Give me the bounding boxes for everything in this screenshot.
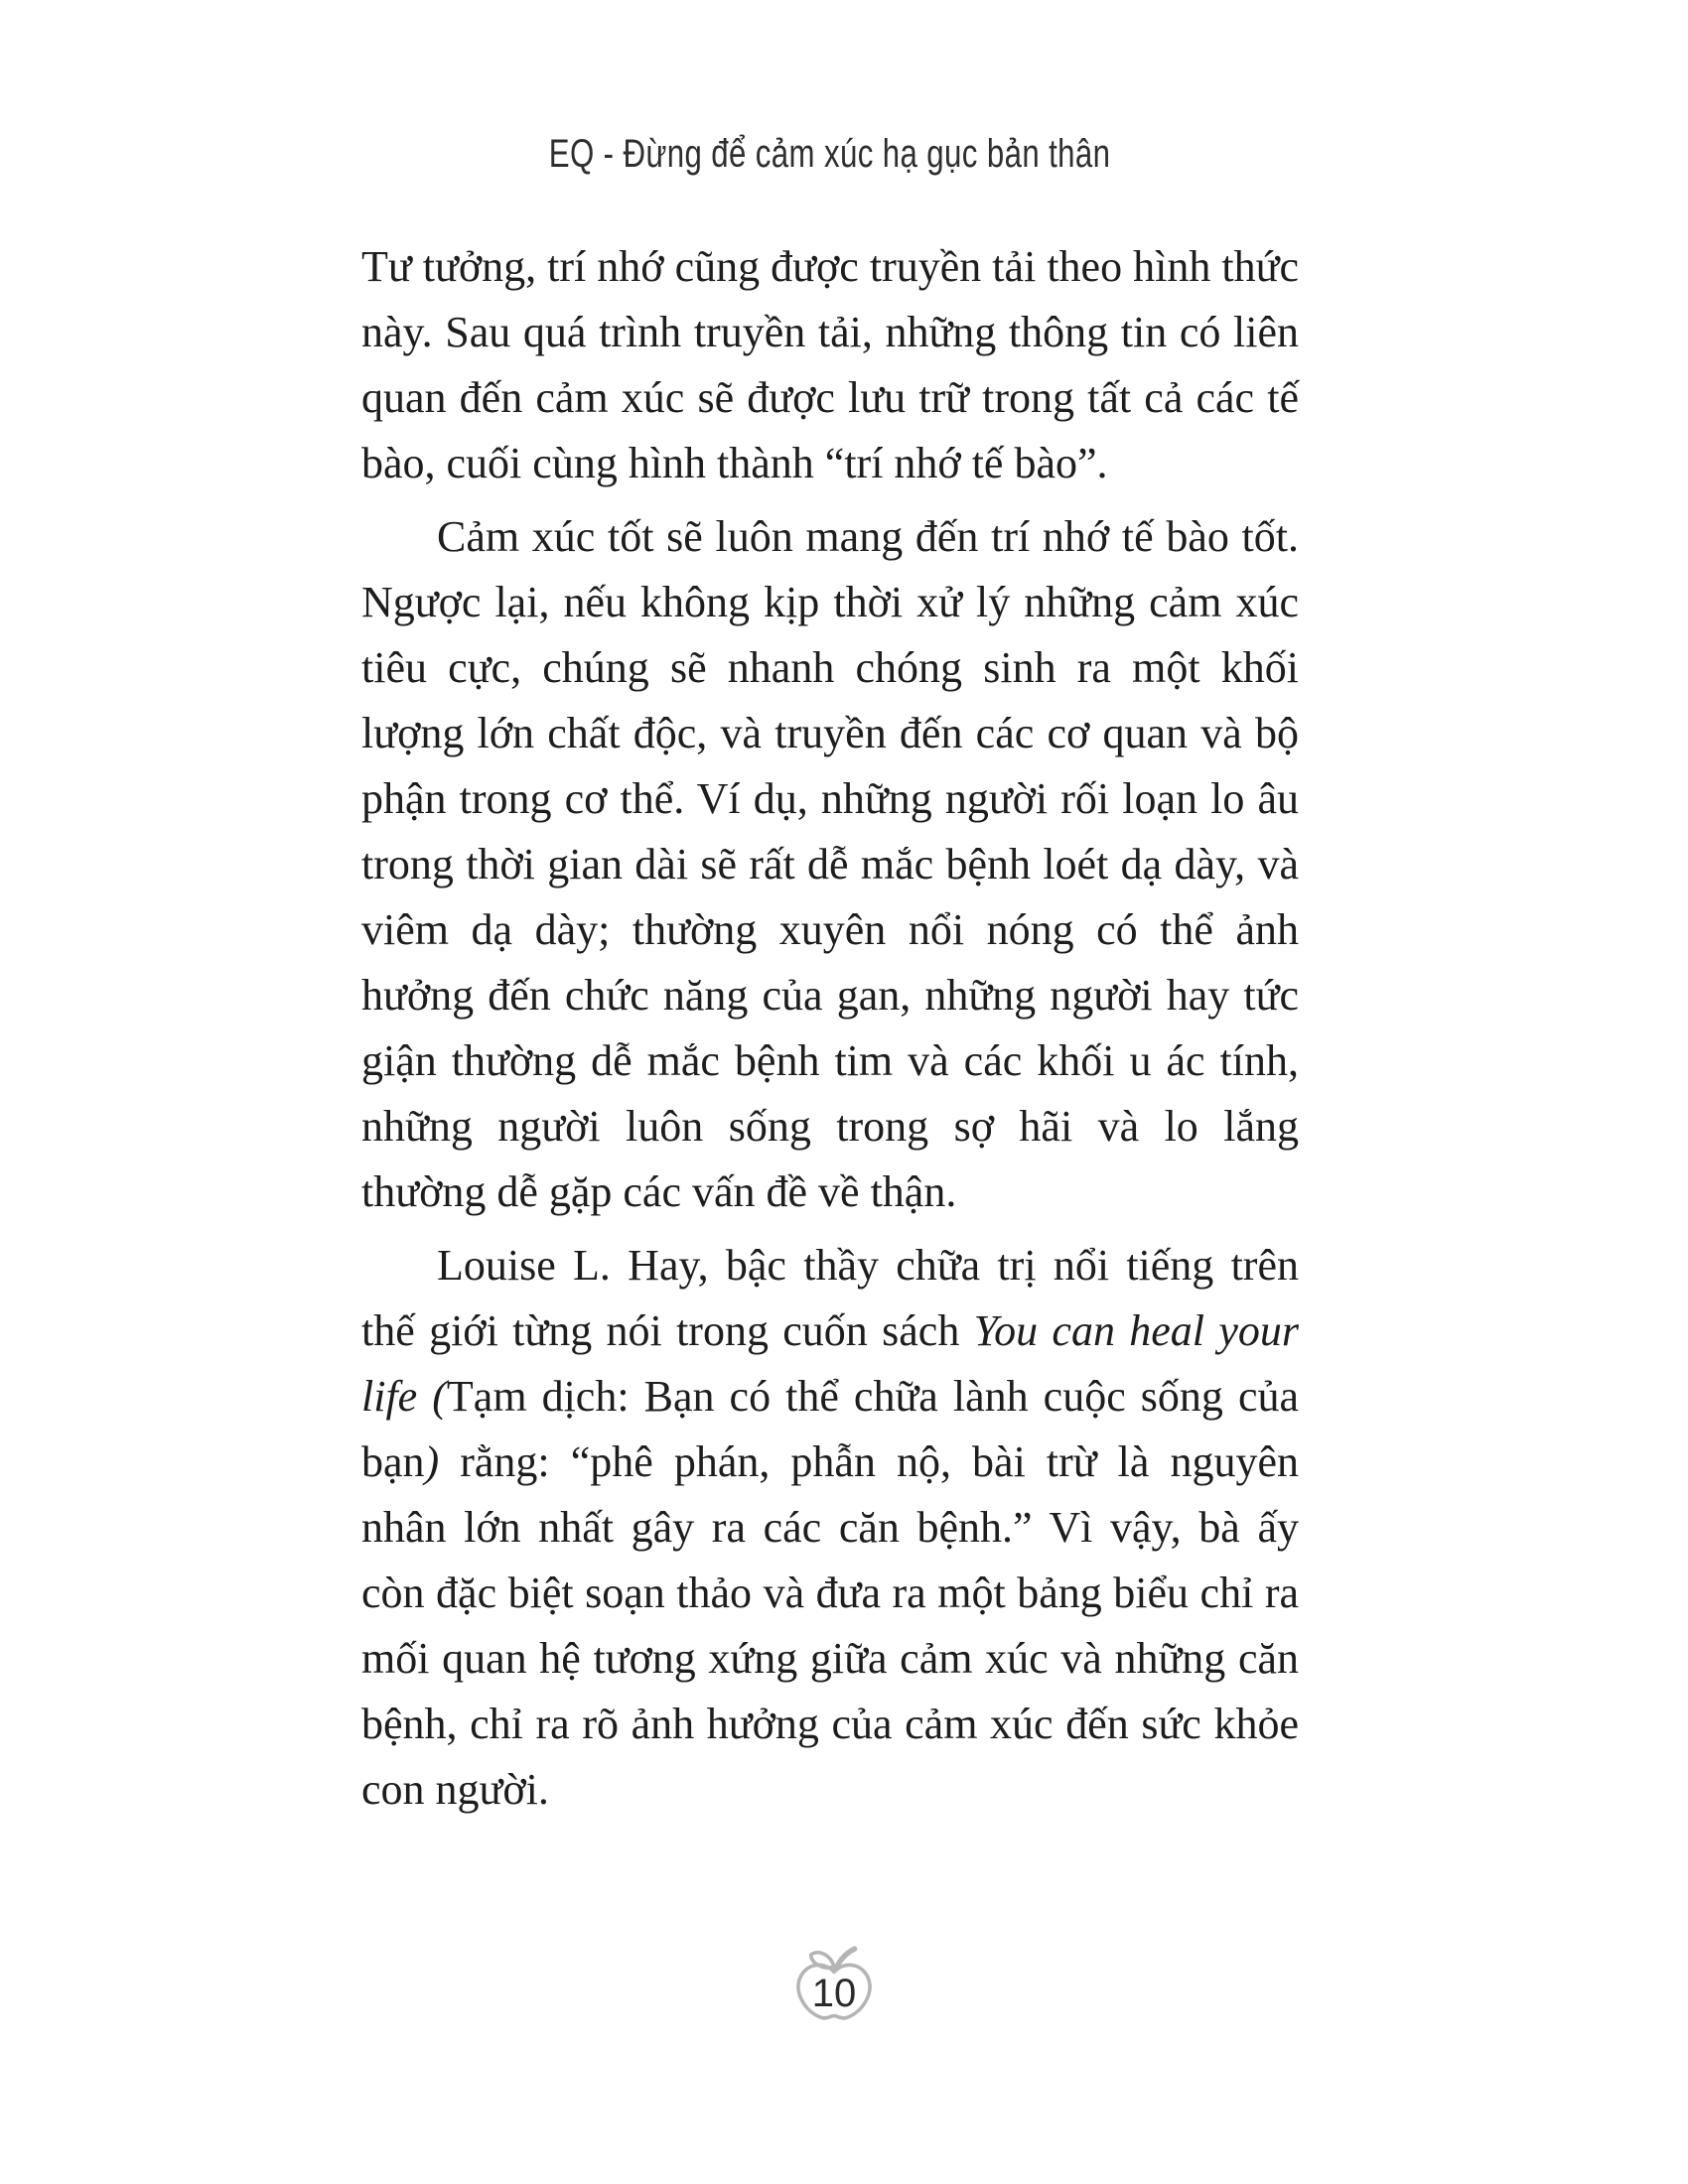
paragraph (361, 504, 1299, 1225)
body-text (361, 234, 1299, 1831)
text-segment: Cảm xúc tốt sẽ luôn mang đến trí nhớ tế bào tốt. Ngược lại, nếu không kịp thời xử lý những cảm xúc tiêu cực, chúng sẽ nhanh chóng sinh ra một khối lượng lớn chất độc, và truyền đến các cơ quan và bộ phận trong cơ thể. Ví dụ, những người rối loạn lo âu trong thời gian dài sẽ rất dễ mắc bệnh loét dạ dày, và viêm dạ dày; thường xuyên nổi nóng có thể ảnh hưởng đến chức năng của gan, những người hay tức giận thường dễ mắc bệnh tim và các khối u ác tính, những người luôn sống trong sợ hãi và lo lắng thường dễ gặp các vấn đề về thận. (361, 512, 1299, 1216)
text-segment: Tư tưởng, trí nhớ cũng được truyền tải theo hình thức này. Sau quá trình truyền tải, những thông tin có liên quan đến cảm xúc sẽ được lưu trữ trong tất cả các tế bào, cuối cùng hình thành “trí nhớ tế bào”. (361, 242, 1299, 487)
text-segment: rằng: “phê phán, phẫn nộ, bài trừ là nguyên nhân lớn nhất gây ra các căn bệnh.” Vì vậy, bà ấy còn đặc biệt soạn thảo và đưa ra một bảng biểu chỉ ra mối quan hệ tương xứng giữa cảm xúc và những căn bệnh, chỉ ra rõ ảnh hưởng của cảm xúc đến sức khỏe con người. (361, 1437, 1299, 1814)
running-header-title: EQ - Đừng để cảm xúc hạ gục bản thân (549, 132, 1111, 176)
text-segment: ) (424, 1437, 440, 1486)
text-segment: Tạm dịch: Bạn có thể chữa lành cuộc sống của bạn (361, 1372, 1299, 1486)
running-header (361, 130, 1299, 178)
page-number: 10 (811, 1972, 857, 2015)
page-number-badge (789, 1940, 879, 2031)
text-segment: You can heal your life ( (361, 1306, 1300, 1421)
text-segment: Louise L. Hay, bậc thầy chữa trị nổi tiếng trên thế giới từng nói trong cuốn sách (361, 1241, 1299, 1355)
paragraph (361, 234, 1299, 496)
paragraph (361, 1233, 1299, 1823)
